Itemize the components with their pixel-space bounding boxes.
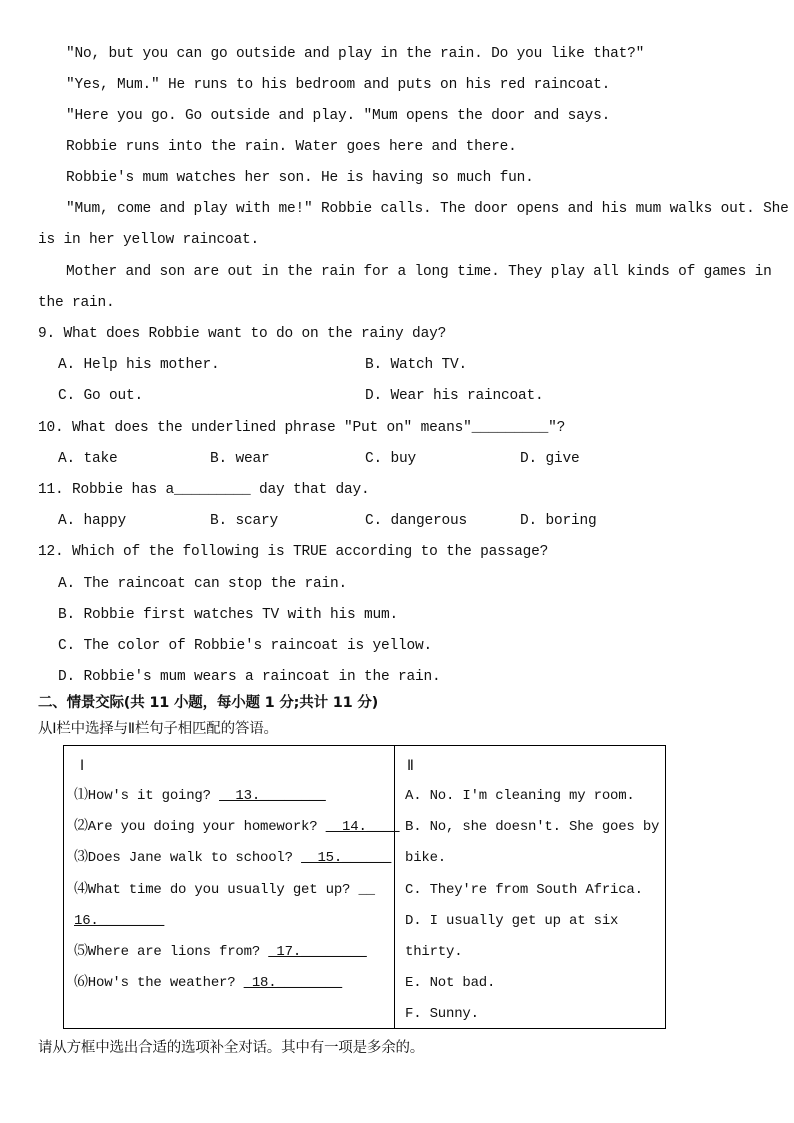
answer-blank-18[interactable]: 18.________ [243,975,343,991]
answer-blank-14[interactable]: 14.____ [325,819,400,835]
section-heading: 二、情景交际(共 11 小题，每小题 1 分;共计 11 分) [38,695,379,711]
col1-item-4: ⑷What time do you usually get up? __ [74,882,375,898]
column-2-header: Ⅱ [407,758,414,774]
q12-option-d[interactable]: D. Robbie's mum wears a raincoat in the rain. [58,669,441,685]
col2-item: B. No, she doesn't. She goes by [405,819,660,835]
q11-option-a[interactable]: A. happy [58,513,127,529]
col1-item-5: ⑸Where are lions from? 17.________ [74,944,367,960]
q11-option-b[interactable]: B. scary [210,513,279,529]
col2-item: bike. [405,850,447,866]
q11-option-c[interactable]: C. dangerous [365,513,468,529]
q9-option-d[interactable]: D. Wear his raincoat. [365,388,544,404]
q9-option-a[interactable]: A. Help his mother. [58,357,220,373]
q10-option-a[interactable]: A. take [58,451,118,467]
passage-line: "Mum, come and play with me!" Robbie calls. The door opens and his mum walks out. She [66,201,789,217]
col2-item: E. Not bad. [405,975,496,991]
passage-line: "No, but you can go outside and play in the rain. Do you like that?" [66,46,645,62]
q12-option-a[interactable]: A. The raincoat can stop the rain. [58,576,348,592]
passage-line: is in her yellow raincoat. [38,232,260,248]
col1-item-1: ⑴How's it going? 13.________ [74,788,326,804]
col1-item-3: ⑶Does Jane walk to school? 15.______ [74,850,392,866]
column-divider [394,746,395,1028]
q11-option-d[interactable]: D. boring [520,513,597,529]
col2-item: thirty. [405,944,463,960]
q10-option-d[interactable]: D. give [520,451,580,467]
section-instruction: 从Ⅰ栏中选择与Ⅱ栏句子相匹配的答语。 [38,721,278,737]
answer-blank-16[interactable]: 16.________ [74,913,165,929]
col2-item: F. Sunny. [405,1006,479,1022]
passage-line: Robbie runs into the rain. Water goes here and there. [66,139,517,155]
answer-blank-13[interactable]: 13.________ [219,788,326,804]
q9-option-b[interactable]: B. Watch TV. [365,357,468,373]
q12-option-c[interactable]: C. The color of Robbie's raincoat is yellow. [58,638,433,654]
question-9-stem: 9. What does Robbie want to do on the rainy day? [38,326,447,342]
col1-item-4-cont [74,911,164,931]
passage-line: "Here you go. Go outside and play. "Mum opens the door and says. [66,108,611,124]
q10-option-b[interactable]: B. wear [210,451,270,467]
col2-item: D. I usually get up at six [405,913,619,929]
passage-line: Mother and son are out in the rain for a long time. They play all kinds of games in [66,264,772,280]
question-12-stem: 12. Which of the following is TRUE according to the passage? [38,544,549,560]
q10-option-c[interactable]: C. buy [365,451,417,467]
q9-option-c[interactable]: C. Go out. [58,388,144,404]
passage-line: the rain. [38,295,115,311]
question-10-stem: 10. What does the underlined phrase "Put on" means"_________"? [38,420,566,436]
col1-item-6: ⑹How's the weather? 18.________ [74,975,343,991]
q12-option-b[interactable]: B. Robbie first watches TV with his mum. [58,607,399,623]
passage-line: "Yes, Mum." He runs to his bedroom and puts on his red raincoat. [66,77,611,93]
passage-line: Robbie's mum watches her son. He is having so much fun. [66,170,534,186]
answer-blank-15[interactable]: 15.______ [301,850,392,866]
question-11-stem: 11. Robbie has a_________ day that day. [38,482,370,498]
matching-table [63,745,666,1029]
column-1-header: Ⅰ [80,758,84,774]
col2-item: C. They're from South Africa. [405,882,643,898]
col1-item-2: ⑵Are you doing your homework? 14.____ [74,819,400,835]
answer-blank-17[interactable]: 17.________ [268,944,367,960]
col2-item: A. No. I'm cleaning my room. [405,788,635,804]
footer-instruction: 请从方框中选出合适的选项补全对话。其中有一项是多余的。 [38,1040,425,1056]
